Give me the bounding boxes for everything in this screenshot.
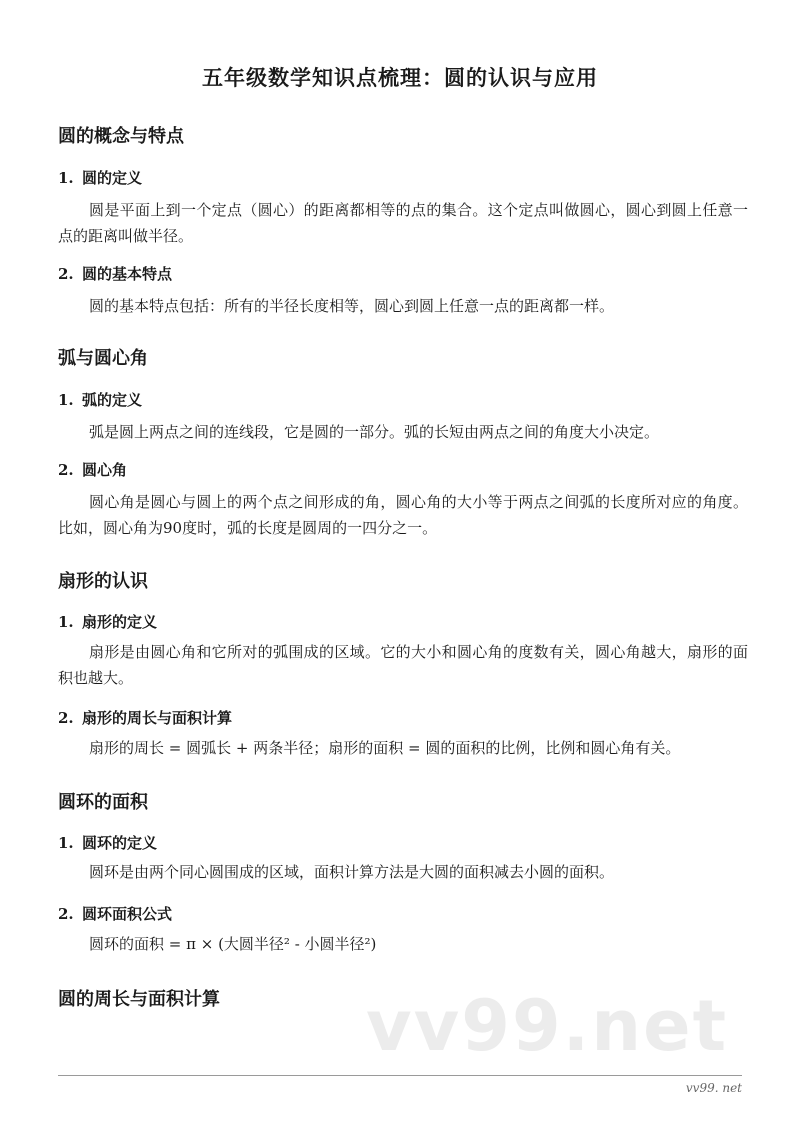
subsection-title: 圆的基本特点 (82, 265, 173, 283)
subsection-heading (58, 832, 157, 853)
subsection-heading (58, 167, 142, 188)
section-heading: 圆环的面积 (58, 792, 148, 813)
paragraph: 圆环是由两个同心圆围成的区域，面积计算方法是大圆的面积减去小圆的面积。 (89, 863, 615, 881)
subsection-number: 1. (58, 169, 74, 187)
subsection-title: 圆环面积公式 (82, 905, 173, 923)
section-heading: 扇形的认识 (58, 571, 148, 592)
subsection-number: 2. (58, 461, 74, 479)
subsection-title: 圆环的定义 (82, 834, 158, 852)
section-heading: 圆的概念与特点 (58, 126, 184, 147)
subsection-number: 1. (58, 613, 74, 631)
paragraph: 圆心角是圆心与圆上的两个点之间形成的角，圆心角的大小等于两点之间弧的长度所对应的角度。比如，圆心角为90度时，弧的长度是圆周的一四分之一。 (58, 493, 748, 537)
subsection-title: 圆的定义 (82, 169, 143, 187)
footer-text: vv99. net (685, 1081, 742, 1095)
subsection-heading (58, 389, 142, 410)
paragraph: 扇形是由圆心角和它所对的弧围成的区域。它的大小和圆心角的度数有关，圆心角越大，扇形的面积也越大。 (58, 643, 748, 687)
paragraph: 扇形的周长 = 圆弧长 + 两条半径；扇形的面积 = 圆的面积的比例，比例和圆心角有关。 (89, 739, 681, 757)
subsection-number: 1. (58, 391, 74, 409)
subsection-title: 圆心角 (82, 461, 128, 479)
paragraph: 圆的基本特点包括：所有的半径长度相等，圆心到圆上任意一点的距离都一样。 (89, 297, 615, 315)
subsection-number: 2. (58, 265, 74, 283)
subsection-number: 2. (58, 905, 74, 923)
watermark: vv99.net (366, 985, 729, 1067)
subsection-heading (58, 263, 172, 284)
subsection-title: 弧的定义 (82, 391, 143, 409)
section-heading: 弧与圆心角 (58, 348, 148, 369)
subsection-title: 扇形的定义 (82, 613, 158, 631)
document-title: 五年级数学知识点梳理：圆的认识与应用 (202, 65, 598, 90)
subsection-heading (58, 707, 232, 728)
subsection-title: 扇形的周长与面积计算 (82, 709, 233, 727)
paragraph: 圆是平面上到一个定点（圆心）的距离都相等的点的集合。这个定点叫做圆心，圆心到圆上任意一点的距离叫做半径。 (58, 201, 748, 245)
formula-paragraph: 圆环的面积 = π × (大圆半径² - 小圆半径²) (89, 935, 377, 953)
footer-divider (58, 1075, 742, 1076)
subsection-heading (58, 611, 157, 632)
section-heading: 圆的周长与面积计算 (58, 989, 220, 1010)
paragraph: 弧是圆上两点之间的连线段，它是圆的一部分。弧的长短由两点之间的角度大小决定。 (89, 423, 660, 441)
subsection-heading (58, 459, 127, 480)
subsection-number: 1. (58, 834, 74, 852)
subsection-heading (58, 903, 172, 924)
subsection-number: 2. (58, 709, 74, 727)
